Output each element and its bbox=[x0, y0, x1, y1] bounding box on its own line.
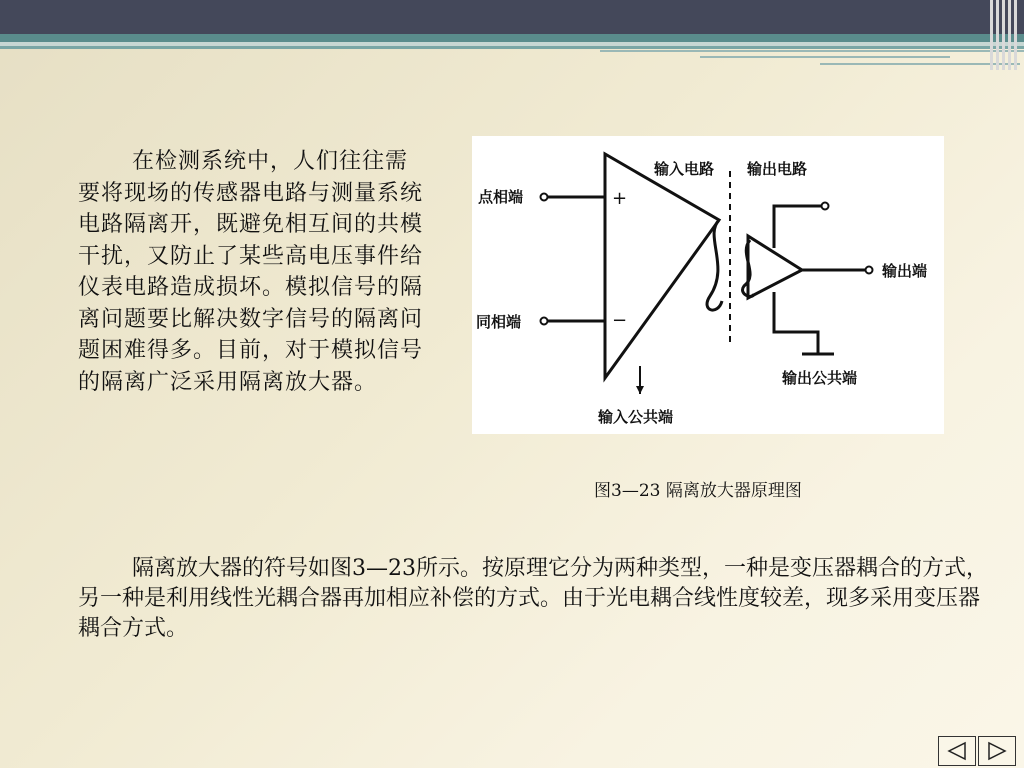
isolation-amplifier-figure bbox=[472, 136, 944, 434]
figure-caption: 图3—23 隔离放大器原理图 bbox=[594, 481, 802, 501]
minus-sign: − bbox=[612, 310, 628, 331]
triangle-right-icon bbox=[985, 741, 1009, 761]
types-paragraph: 隔离放大器的符号如图3—23所示。按原理它分为两种类型，一种是变压器耦合的方式，另一种是利用线性光耦合器再加相应补偿的方式。由于光电耦合线性度较差，现多采用变压器耦合方式。 bbox=[78, 556, 988, 641]
next-slide-button[interactable] bbox=[978, 736, 1016, 766]
label-inverting: 同相端 bbox=[476, 313, 522, 331]
intro-paragraph: 在检测系统中，人们往往需要将现场的传感器电路与测量系统电路隔离开，既避免相互间的共模干扰，又防止了某些高电压事件给仪表电路造成损坏。模拟信号的隔离问题要比解决数字信号的隔离问题困难得多。目前，对于模拟信号的隔离广泛采用隔离放大器。 bbox=[78, 149, 424, 395]
label-output-terminal: 输出端 bbox=[882, 262, 928, 280]
label-non-inverting: 点相端 bbox=[478, 188, 524, 206]
slide-navigation bbox=[938, 736, 1016, 766]
label-input-common: 输入公共端 bbox=[598, 408, 674, 426]
label-output-common: 输出公共端 bbox=[782, 369, 858, 387]
triangle-left-icon bbox=[945, 741, 969, 761]
plus-sign: + bbox=[612, 188, 628, 209]
label-input-circuit: 输入电路 bbox=[654, 160, 715, 178]
prev-slide-button[interactable] bbox=[938, 736, 976, 766]
header-stripes bbox=[0, 0, 1024, 80]
label-output-circuit: 输出电路 bbox=[747, 160, 808, 178]
circuit-diagram bbox=[472, 136, 944, 434]
